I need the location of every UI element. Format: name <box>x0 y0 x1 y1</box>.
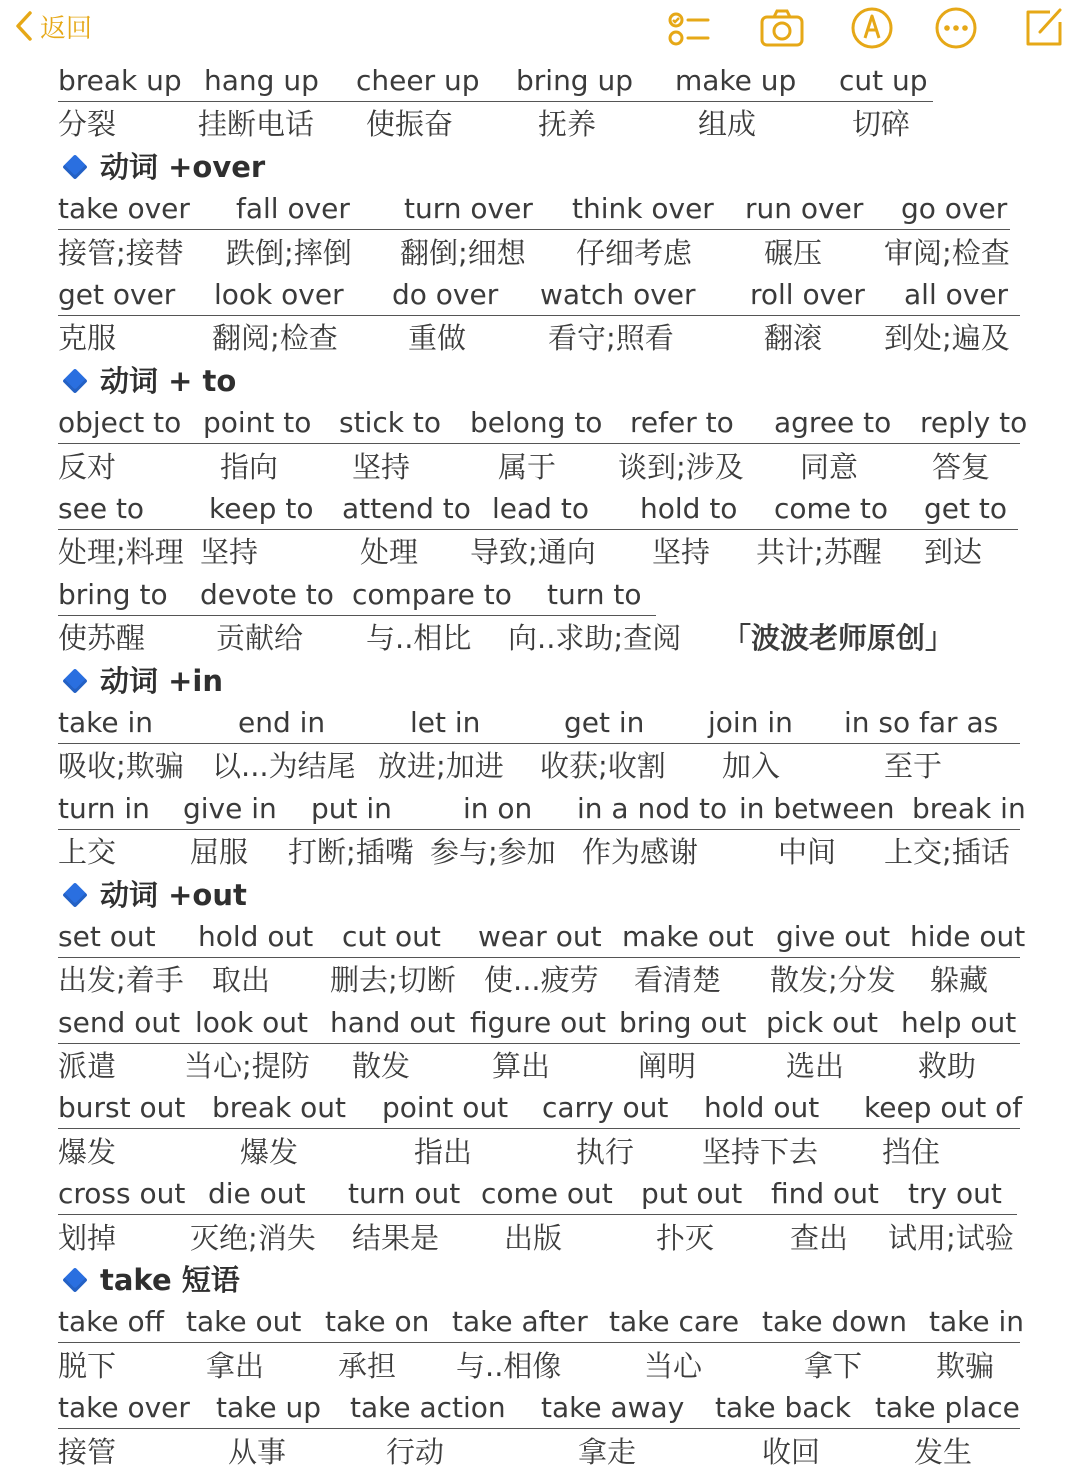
phrase-text: all over <box>904 277 1009 311</box>
meaning-text: 欺骗 <box>936 1348 995 1383</box>
phrase-text: give in <box>183 791 277 825</box>
blue-diamond-icon <box>62 368 87 393</box>
phrase-row <box>58 1173 1017 1215</box>
phrase-text: find out <box>771 1177 879 1211</box>
phrase-text: break in <box>912 791 1026 825</box>
meaning-text: 反对 <box>58 449 117 484</box>
phrase-text: take over <box>58 192 190 226</box>
meaning-text: 分裂 <box>58 107 117 142</box>
phrase-text: get in <box>564 705 645 739</box>
meaning-row <box>58 1131 1028 1173</box>
meaning-text: 到达 <box>924 535 983 570</box>
checklist-icon[interactable] <box>664 4 712 52</box>
phrase-text: give out <box>776 919 891 953</box>
phrase-text: turn in <box>58 791 150 825</box>
meaning-text: 使振奋 <box>366 107 454 142</box>
meaning-text: 向..求助;查阅 <box>508 621 682 656</box>
meaning-row <box>58 745 1028 787</box>
phrase-text: turn over <box>404 192 533 226</box>
meaning-text: 查出 <box>790 1220 849 1255</box>
meaning-text: 吸收;欺骗 <box>58 749 184 784</box>
meaning-text: 跌倒;摔倒 <box>226 235 352 270</box>
meaning-text: 看守;照看 <box>548 321 674 356</box>
meaning-text: 中间 <box>778 835 837 870</box>
phrase-text: wear out <box>478 919 602 953</box>
section-heading <box>58 1259 1028 1301</box>
meaning-text: 翻倒;细想 <box>400 235 526 270</box>
phrase-text: take off <box>58 1305 164 1339</box>
meaning-text: 散发 <box>352 1048 411 1083</box>
meaning-text: 出版 <box>504 1220 563 1255</box>
phrase-text: agree to <box>774 406 892 440</box>
phrase-text: pick out <box>766 1005 878 1039</box>
meaning-text: 加入 <box>722 749 781 784</box>
meaning-text: 试用;试验 <box>888 1220 1014 1255</box>
phrase-text: object to <box>58 406 182 440</box>
phrase-text: take out <box>186 1305 302 1339</box>
phrase-text: look out <box>195 1005 309 1039</box>
note-body[interactable] <box>58 60 1028 1473</box>
meaning-text: 切碎 <box>852 107 911 142</box>
meaning-text: 抚养 <box>538 107 597 142</box>
meaning-text: 划掉 <box>58 1220 117 1255</box>
phrase-text: take after <box>452 1305 588 1339</box>
meaning-text: 坚持下去 <box>702 1134 819 1169</box>
phrase-text: put out <box>641 1177 743 1211</box>
phrase-text: take back <box>715 1391 852 1425</box>
phrase-row <box>58 1387 1020 1429</box>
phrase-text: fall over <box>236 192 350 226</box>
meaning-text: 翻滚 <box>764 321 823 356</box>
phrase-text: turn to <box>547 577 642 611</box>
phrase-text: break up <box>58 64 182 97</box>
meaning-text: 「波波老师原创」 <box>722 621 955 656</box>
phrase-text: roll over <box>750 277 865 311</box>
meaning-text: 重做 <box>408 321 467 356</box>
meaning-text: 收回 <box>762 1434 821 1469</box>
phrase-row <box>58 574 656 616</box>
phrase-text: bring out <box>619 1005 747 1039</box>
phrase-text: point to <box>203 406 312 440</box>
meaning-text: 组成 <box>698 107 757 142</box>
phrase-text: bring to <box>58 577 168 611</box>
phrase-text: help out <box>901 1005 1017 1039</box>
phrase-text: set out <box>58 919 156 953</box>
meaning-text: 行动 <box>386 1434 445 1469</box>
phrase-text: break out <box>212 1091 347 1125</box>
meaning-text: 指向 <box>220 449 279 484</box>
compose-icon[interactable] <box>1020 4 1068 52</box>
meaning-text: 与..相比 <box>366 621 472 656</box>
meaning-text: 结果是 <box>352 1220 440 1255</box>
meaning-text: 当心 <box>644 1348 703 1383</box>
meaning-text: 灭绝;消失 <box>190 1220 316 1255</box>
meaning-text: 选出 <box>786 1048 845 1083</box>
phrase-text: figure out <box>470 1005 607 1039</box>
phrase-text: cut up <box>839 64 928 97</box>
section-title: take 短语 <box>100 1263 240 1298</box>
phrase-text: take over <box>58 1391 190 1425</box>
meaning-row <box>58 617 1028 659</box>
meaning-text: 贡献给 <box>216 621 304 656</box>
phrase-row <box>58 1002 1020 1044</box>
meaning-text: 脱下 <box>58 1348 117 1383</box>
phrase-text: run over <box>745 192 864 226</box>
section-heading <box>58 360 1028 402</box>
meaning-text: 处理 <box>360 535 419 570</box>
meaning-text: 承担 <box>338 1348 397 1383</box>
phrase-text: burst out <box>58 1091 186 1125</box>
phrase-text: point out <box>382 1091 509 1125</box>
meaning-text: 同意 <box>800 449 859 484</box>
phrase-text: hold out <box>704 1091 820 1125</box>
blue-diamond-icon <box>62 882 87 907</box>
phrase-row <box>58 488 1018 530</box>
phrase-text: take action <box>350 1391 506 1425</box>
meaning-text: 指出 <box>414 1134 473 1169</box>
meaning-text: 躲藏 <box>930 963 989 998</box>
phrase-text: take in <box>58 705 154 739</box>
phrase-text: take place <box>875 1391 1020 1425</box>
meaning-row <box>58 317 1028 359</box>
meaning-text: 以...为结尾 <box>212 749 356 784</box>
phrase-text: die out <box>208 1177 306 1211</box>
meaning-row <box>58 1217 1028 1259</box>
phrase-text: hold to <box>640 491 738 525</box>
meaning-text: 翻阅;检查 <box>212 321 338 356</box>
meaning-text: 拿走 <box>578 1434 637 1469</box>
meaning-text: 看清楚 <box>634 963 722 998</box>
phrase-text: join in <box>708 705 793 739</box>
meaning-row <box>58 446 1028 488</box>
meaning-text: 导致;通向 <box>470 535 596 570</box>
phrase-text: compare to <box>352 577 512 611</box>
meaning-text: 至于 <box>884 749 943 784</box>
phrase-text: attend to <box>342 491 471 525</box>
phrase-row <box>58 402 1028 444</box>
meaning-text: 使苏醒 <box>58 621 146 656</box>
meaning-text: 屈服 <box>190 835 249 870</box>
meaning-text: 发生 <box>914 1434 973 1469</box>
phrase-text: come to <box>774 491 889 525</box>
phrase-text: belong to <box>470 406 603 440</box>
phrase-text: hand out <box>330 1005 456 1039</box>
back-button[interactable] <box>12 8 92 44</box>
meaning-text: 答复 <box>932 449 991 484</box>
meaning-text: 阐明 <box>638 1048 697 1083</box>
meaning-text: 与..相像 <box>456 1348 562 1383</box>
phrase-text: reply to <box>920 406 1028 440</box>
phrase-text: watch over <box>540 277 696 311</box>
meaning-text: 当心;提防 <box>184 1048 310 1083</box>
phrase-text: make up <box>675 64 797 97</box>
more-icon[interactable] <box>932 4 980 52</box>
phrase-text: make out <box>622 919 754 953</box>
chevron-left-icon <box>12 9 36 43</box>
phrase-row <box>58 188 1010 230</box>
phrase-text: take in <box>929 1305 1025 1339</box>
meaning-row <box>58 531 1028 573</box>
meaning-row <box>58 232 1028 274</box>
top-navigation-bar <box>0 0 1080 60</box>
phrase-text: end in <box>238 705 326 739</box>
phrase-text: send out <box>58 1005 181 1039</box>
meaning-text: 仔细考虑 <box>576 235 693 270</box>
phrase-text: devote to <box>200 577 334 611</box>
meaning-row <box>58 1045 1028 1087</box>
phrase-text: keep out of <box>864 1091 1023 1125</box>
section-title: 动词 +in <box>100 663 223 698</box>
meaning-text: 救助 <box>918 1048 977 1083</box>
phrase-row <box>58 702 1020 744</box>
phrase-row <box>58 916 1026 958</box>
phrase-text: turn out <box>348 1177 461 1211</box>
phrase-text: try out <box>908 1177 1002 1211</box>
meaning-row <box>58 1431 1028 1473</box>
meaning-text: 放进;加进 <box>378 749 504 784</box>
phrase-row <box>58 1087 1023 1129</box>
meaning-text: 拿下 <box>804 1348 863 1383</box>
meaning-text: 克服 <box>58 321 117 356</box>
section-title: 动词 +out <box>100 877 247 912</box>
pen-circle-icon[interactable] <box>848 4 896 52</box>
meaning-text: 坚持 <box>652 535 711 570</box>
phrase-text: come out <box>481 1177 613 1211</box>
meaning-text: 谈到;涉及 <box>618 449 744 484</box>
blue-diamond-icon <box>62 1267 87 1292</box>
blue-diamond-icon <box>62 668 87 693</box>
phrase-text: take away <box>541 1391 685 1425</box>
phrase-text: lead to <box>492 491 589 525</box>
phrase-text: refer to <box>630 406 734 440</box>
phrase-text: get to <box>924 491 1007 525</box>
phrase-text: stick to <box>339 406 441 440</box>
meaning-text: 散发;分发 <box>770 963 896 998</box>
meaning-text: 删去;切断 <box>330 963 456 998</box>
phrase-text: let in <box>410 705 481 739</box>
meaning-text: 爆发 <box>240 1134 299 1169</box>
phrase-text: hang up <box>204 64 319 97</box>
meaning-text: 上交;插话 <box>884 835 1010 870</box>
meaning-text: 使...疲劳 <box>484 963 599 998</box>
phrase-text: get over <box>58 277 176 311</box>
meaning-text: 收获;收割 <box>540 749 666 784</box>
meaning-text: 打断;插嘴 <box>288 835 414 870</box>
meaning-text: 挂断电话 <box>198 107 315 142</box>
section-title: 动词 +over <box>100 149 266 184</box>
phrase-text: in between <box>739 791 895 825</box>
meaning-text: 到处;遍及 <box>884 321 1010 356</box>
phrase-text: put in <box>311 791 392 825</box>
phrase-text: go over <box>901 192 1008 226</box>
meaning-text: 坚持 <box>200 535 259 570</box>
section-heading <box>58 146 1028 188</box>
phrase-text: take care <box>609 1305 740 1339</box>
meaning-text: 从事 <box>228 1434 287 1469</box>
phrase-text: see to <box>58 491 145 525</box>
meaning-text: 扑灭 <box>656 1220 715 1255</box>
phrase-text: keep to <box>209 491 314 525</box>
phrase-text: do over <box>392 277 499 311</box>
meaning-text: 接管;接替 <box>58 235 184 270</box>
phrase-text: cheer up <box>356 64 480 97</box>
phrase-row <box>58 788 1026 830</box>
meaning-row <box>58 959 1028 1001</box>
meaning-text: 作为感谢 <box>582 835 699 870</box>
meaning-text: 审阅;检查 <box>884 235 1010 270</box>
phrase-text: cross out <box>58 1177 186 1211</box>
meaning-text: 拿出 <box>206 1348 265 1383</box>
phrase-text: carry out <box>542 1091 669 1125</box>
back-label: 返回 <box>40 13 93 44</box>
phrase-text: in on <box>463 791 533 825</box>
meaning-text: 执行 <box>576 1134 635 1169</box>
meaning-text: 处理;料理 <box>58 535 184 570</box>
section-title: 动词 + to <box>100 363 237 398</box>
phrase-row <box>58 1301 1025 1343</box>
meaning-row <box>58 103 1028 145</box>
meaning-text: 参与;参加 <box>430 835 556 870</box>
meaning-text: 接管 <box>58 1434 117 1469</box>
meaning-text: 上交 <box>58 835 117 870</box>
blue-diamond-icon <box>62 154 87 179</box>
meaning-text: 坚持 <box>352 449 411 484</box>
phrase-text: bring up <box>516 64 634 97</box>
phrase-row <box>58 274 1020 316</box>
phrase-text: cut out <box>342 919 441 953</box>
meaning-text: 属于 <box>498 449 557 484</box>
meaning-text: 碾压 <box>764 235 823 270</box>
section-heading <box>58 659 1028 701</box>
meaning-row <box>58 831 1028 873</box>
meaning-text: 挡住 <box>882 1134 941 1169</box>
meaning-text: 派遣 <box>58 1048 117 1083</box>
section-heading <box>58 873 1028 915</box>
meaning-text: 出发;着手 <box>58 963 184 998</box>
phrase-text: hold out <box>198 919 314 953</box>
phrase-text: in a nod to <box>577 791 728 825</box>
meaning-text: 共计;苏醒 <box>756 535 882 570</box>
phrase-text: take up <box>216 1391 321 1425</box>
phrase-text: take on <box>325 1305 430 1339</box>
meaning-row <box>58 1345 1028 1387</box>
phrase-text: in so far as <box>844 705 999 739</box>
meaning-text: 算出 <box>492 1048 551 1083</box>
meaning-text: 取出 <box>212 963 271 998</box>
phrase-text: take down <box>762 1305 908 1339</box>
camera-icon[interactable] <box>758 4 806 52</box>
meaning-text: 爆发 <box>58 1134 117 1169</box>
phrase-text: think over <box>572 192 714 226</box>
phrase-text: look over <box>214 277 344 311</box>
phrase-text: hide out <box>910 919 1026 953</box>
